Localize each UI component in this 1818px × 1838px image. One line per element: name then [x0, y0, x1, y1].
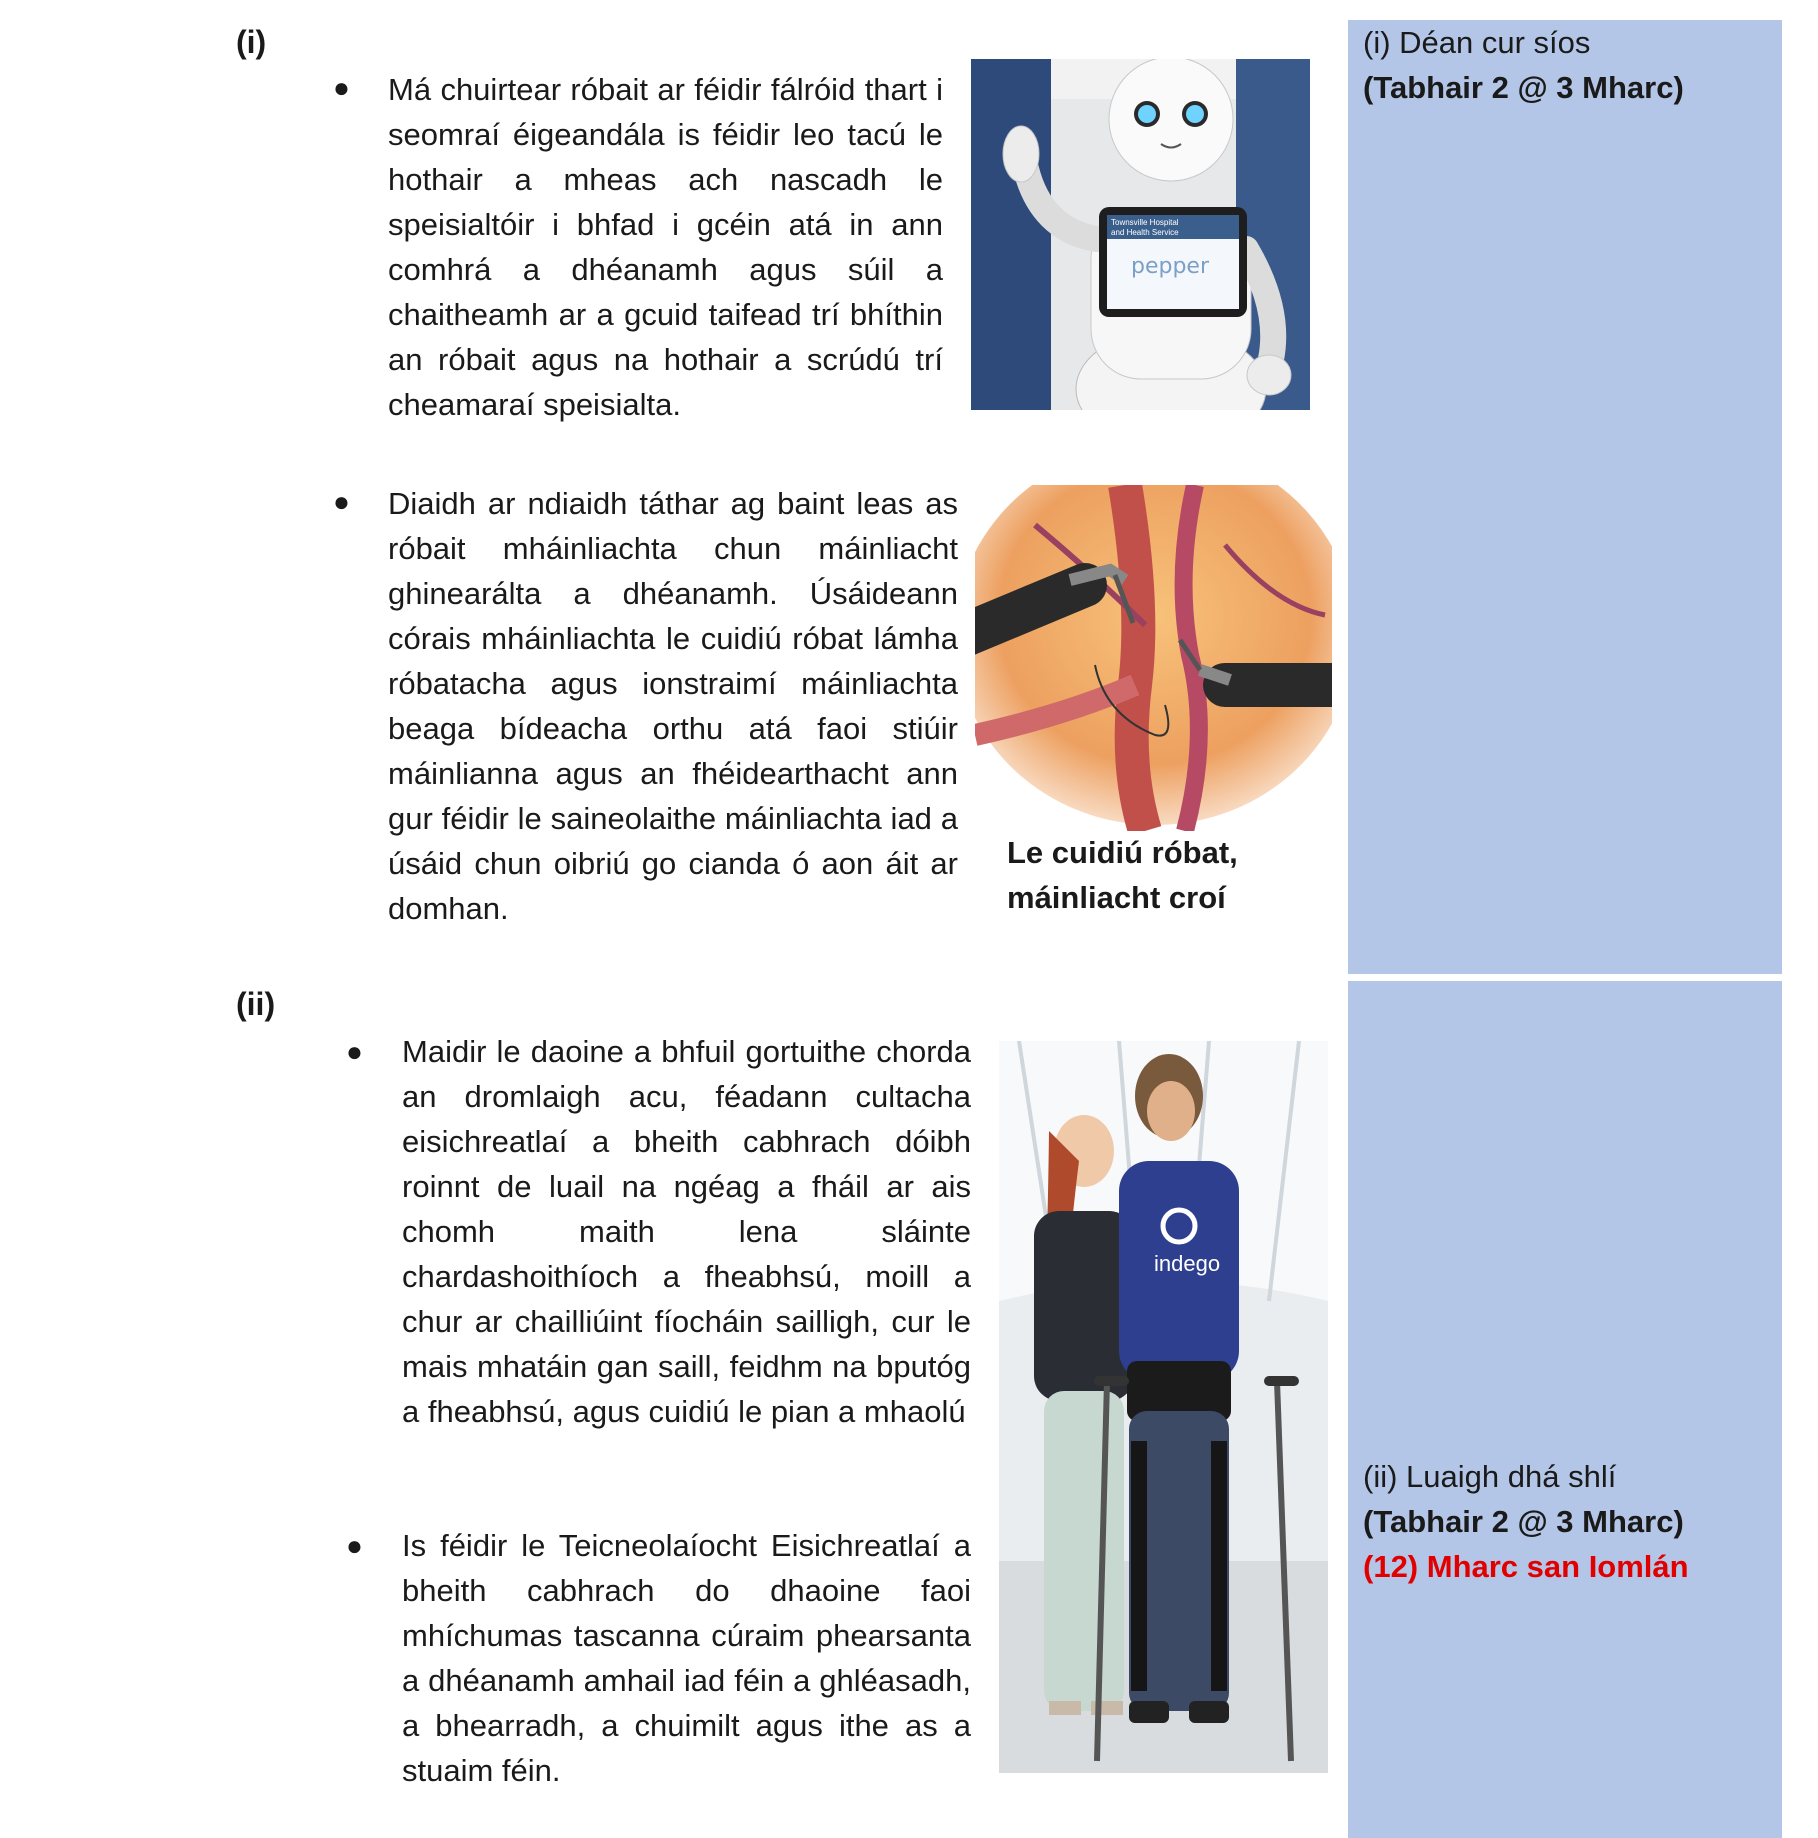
part-i-paragraph-1: Má chuirtear róbait ar féidir fálróid thart i seomraí éigeandála is féidir leo tacú le hothair a mheas ach nascadh le speisialtóir i bhfad i gcéin atá in ann comhrá a dhéanamh agus súil a chaitheamh ar a gcuid taifead trí bhíthin an róbait agus na hothair a scrúdú trí cheamaraí speisialta. [388, 72, 943, 422]
bullet-dot: ● [346, 1530, 363, 1561]
pepper-robot-image [971, 59, 1310, 410]
shirt-logo-text: indego [1154, 1251, 1221, 1276]
robotic-surgery-image [975, 485, 1332, 831]
exoskeleton-image [999, 1041, 1328, 1773]
marks-part-i: (Tabhair 2 @ 3 Mharc) [1363, 70, 1684, 105]
part-i-paragraph-2: Diaidh ar ndiaidh táthar ag baint leas as róbait mháinliachta chun máinliacht ghinearálta a dhéanamh. Úsáideann córais mháinliachta le cuidiú róbat lámha róbatacha agus ionstraimí máinliachta beaga bídeacha orthu atá faoi stiúir máinlianna agus an fhéidearthacht ann gur féidir le saineolaithe máinliachta iad a úsáid chun oibriú go cianda ó aon áit ar domhan. [388, 486, 958, 926]
bullet-dot: ● [333, 72, 350, 103]
total-marks: (12) Mharc san Iomlán [1363, 1549, 1689, 1584]
robot-screen-brand: pepper [1131, 254, 1210, 279]
instruction-state-two-ways: (ii) Luaigh dhá shlí [1363, 1459, 1617, 1494]
part-i-label: (i) [236, 24, 267, 60]
robot-screen-line1: Townsville Hospital [1111, 218, 1179, 227]
surgery-caption-line2: máinliacht croí [1007, 880, 1226, 915]
robot-screen-line2: and Health Service [1111, 228, 1179, 237]
bullet-dot: ● [346, 1036, 363, 1067]
bullet-dot: ● [333, 486, 350, 517]
part-ii-paragraph-1: Maidir le daoine a bhfuil gortuithe chorda an dromlaigh acu, féadann cultacha eisichreatlaí a bheith cabhrach dóibh roinnt de luail na ngéag a fháil ar ais chomh maith lena sláinte chardashoithíoch a fheabhsú, moill a chur ar chailliúint fíocháin sailligh, cur le mais mhatáin gan saill, feidhm na bputóg a fheabhsú, agus cuidiú le pian a mhaolú [402, 1034, 971, 1429]
marking-panel-top [1348, 20, 1782, 974]
instruction-describe: (i) Déan cur síos [1363, 25, 1591, 60]
part-ii-paragraph-2: Is féidir le Teicneolaíocht Eisichreatlaí a bheith cabhrach do dhaoine faoi mhíchumas tascanna cúraim phearsanta a dhéanamh amhail iad féin a ghléasadh, a bhearradh, a chuimilt agus ithe as a stuaim féin. [402, 1528, 971, 1788]
part-ii-label: (ii) [236, 986, 276, 1022]
marks-part-ii: (Tabhair 2 @ 3 Mharc) [1363, 1504, 1684, 1539]
marking-panel-bottom [1348, 981, 1782, 1838]
surgery-caption-line1: Le cuidiú róbat, [1007, 835, 1238, 870]
